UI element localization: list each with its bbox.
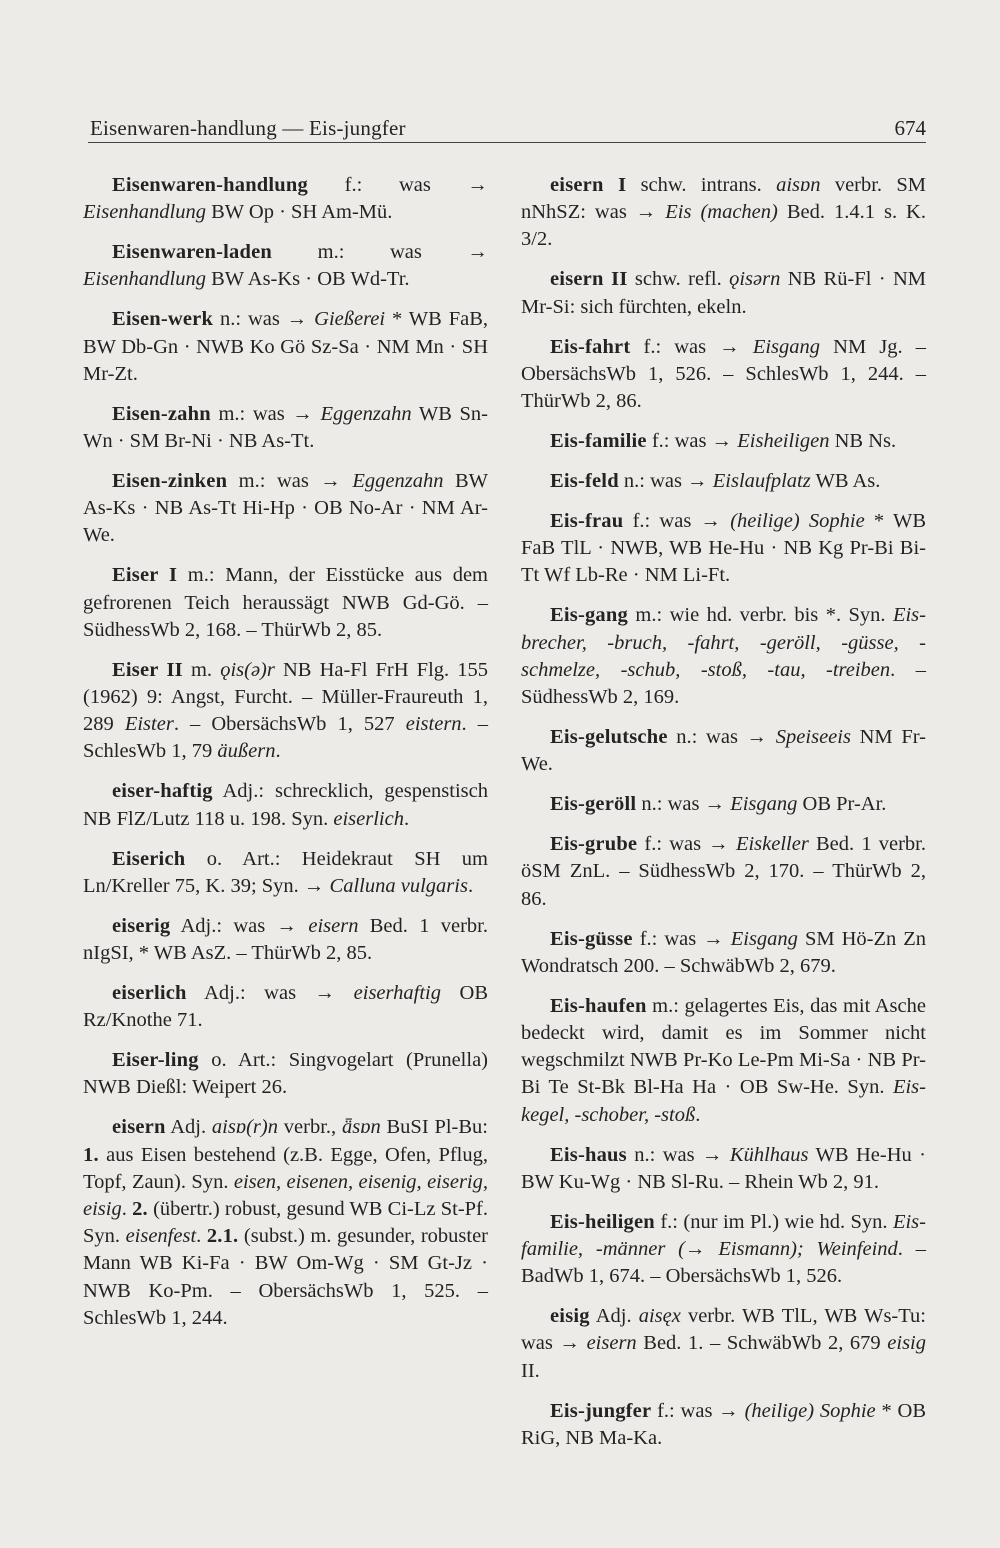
entry-text: . bbox=[467, 874, 474, 897]
entry-headword: eiserig bbox=[112, 914, 171, 937]
entry-text: NB Rü-Fl · NM Mr-Si: sich fürchten, ekeln. bbox=[521, 268, 926, 318]
entry-text: . bbox=[196, 1225, 207, 1248]
entry-italic-text: Eggenzahn bbox=[320, 402, 412, 425]
entry-text: BW Op · SH Am-Mü. bbox=[206, 201, 393, 224]
entry-text: m.: was → bbox=[227, 470, 353, 493]
entry-text: WB Sn-Wn · SM Br-Ni · NB As-Tt. bbox=[83, 402, 488, 453]
dictionary-entry bbox=[521, 468, 926, 495]
entry-text: verbr. SM nNhSZ: was → bbox=[521, 174, 926, 224]
entry-italic-text: Eis (machen) bbox=[665, 201, 778, 224]
entry-headword: Eisen-werk bbox=[112, 308, 214, 331]
entry-text: * WB FaB, BW Db-Gn · NWB Ko Gö Sz-Sa · NM Mn · SH Mr-Zt. bbox=[83, 308, 489, 385]
entry-headword: Eisenwaren-laden bbox=[112, 241, 273, 264]
entry-italic-text: eisern bbox=[308, 914, 359, 937]
entry-italic-text: Kühlhaus bbox=[729, 1143, 809, 1166]
entry-text: Bed. 1 verbr. öSM ZnL. – SüdhessWb 2, 170. – ThürWb 2, 86. bbox=[521, 833, 926, 910]
entry-text: Adj.: was → bbox=[170, 914, 309, 937]
header-title: Eisenwaren-handlung — Eis-jungfer bbox=[90, 116, 406, 140]
dictionary-entry bbox=[521, 791, 926, 818]
entry-text: WB He-Hu · BW Ku-Wg · NB Sl-Ru. – Rhein Wb 2, 91. bbox=[521, 1143, 927, 1193]
sense-number: 2.1. bbox=[206, 1225, 239, 1248]
dictionary-entry bbox=[521, 926, 926, 980]
sense-number: 1. bbox=[83, 1143, 99, 1166]
entry-headword: Eis-haufen bbox=[550, 994, 647, 1017]
entry-headword: eisern I bbox=[550, 174, 627, 196]
entry-italic-text: Eisenhandlung bbox=[83, 201, 206, 224]
entry-text: f.: was → bbox=[651, 1399, 745, 1422]
entry-italic-text: Eisgang bbox=[730, 927, 798, 950]
entry-text: n.: was → bbox=[618, 470, 713, 493]
entry-italic-text: Calluna vulgaris bbox=[329, 874, 468, 897]
dictionary-entry bbox=[521, 1209, 926, 1291]
entry-italic-text: Eislaufplatz bbox=[712, 470, 811, 493]
entry-text: f.: was → bbox=[630, 335, 753, 358]
entry-italic-text: eisern bbox=[586, 1332, 637, 1355]
header-rule bbox=[88, 142, 926, 143]
entry-text: . bbox=[403, 807, 410, 830]
entry-text: NM Jg. – ObersächsWb 1, 526. – SchlesWb 1, 244. – ThürWb 2, 86. bbox=[521, 335, 926, 413]
entry-text: SM Hö-Zn Zn Wondratsch 200. – SchwäbWb 2, 679. bbox=[521, 927, 926, 977]
entry-headword: Eis-haus bbox=[550, 1143, 627, 1166]
entry-italic-text: eiserhaftig bbox=[353, 982, 441, 1005]
entry-italic-text: Eisgang bbox=[752, 335, 821, 358]
entry-headword: eiserlich bbox=[112, 982, 187, 1005]
entry-italic-text: aisęx bbox=[638, 1305, 681, 1328]
entry-headword: Eis-grube bbox=[550, 833, 638, 856]
entry-text: f.: was → bbox=[623, 510, 731, 533]
entry-headword: Eisen-zinken bbox=[112, 470, 228, 493]
entry-text: Bed. 1 verbr. nIgSI, * WB AsZ. – ThürWb 2, 85. bbox=[83, 914, 488, 965]
entry-headword: Eis-feld bbox=[550, 470, 619, 493]
entry-text: II. bbox=[521, 1359, 540, 1382]
entry-text: . bbox=[695, 1103, 701, 1126]
entry-text: f.: was → bbox=[632, 927, 731, 950]
entry-text: n.: was → bbox=[667, 726, 776, 749]
entry-headword: Eiser II bbox=[112, 658, 183, 681]
entry-headword: Eis-frau bbox=[550, 510, 624, 533]
entry-text: schw. refl. bbox=[627, 268, 730, 291]
dictionary-entry bbox=[521, 831, 926, 913]
entry-headword: Eis-fahrt bbox=[550, 335, 631, 358]
right-column bbox=[521, 172, 926, 1465]
dictionary-entry bbox=[521, 266, 926, 320]
dictionary-entry bbox=[83, 239, 488, 293]
entry-text: m.: gelagertes Eis, das mit Asche bedeckt wird, damit es im Sommer nicht wegschmilzt NWB Pr-Ko Le-Pm Mi-Sa · NB Pr-Bi Te St-Bk Bl-Ha Ha · OB Sw-He. Syn. bbox=[521, 994, 926, 1099]
dictionary-entry bbox=[83, 306, 488, 388]
entry-italic-text: Eis-kegel, -schober, -stoß bbox=[521, 1076, 926, 1126]
entry-text: OB Rz/Knothe 71. bbox=[83, 982, 488, 1032]
entry-text: Adj.: was → bbox=[186, 982, 354, 1005]
entry-italic-text: Eisheiligen bbox=[737, 430, 830, 453]
entry-text: NB Ns. bbox=[829, 430, 897, 453]
entry-italic-text: ǫis(ə)r bbox=[220, 658, 275, 681]
dictionary-entry bbox=[83, 1047, 488, 1101]
entry-text: . – SüdhessWb 2, 169. bbox=[521, 658, 927, 709]
entry-text: verbr., bbox=[277, 1116, 342, 1139]
entry-text: . – BadWb 1, 674. – ObersächsWb 1, 526. bbox=[521, 1238, 926, 1288]
entry-headword: Eiser I bbox=[112, 564, 178, 587]
entry-italic-text: eisig bbox=[887, 1332, 926, 1355]
entry-italic-text: Speiseeis bbox=[775, 726, 851, 749]
entry-text: m.: was → bbox=[272, 241, 488, 264]
entry-italic-text: Eiskeller bbox=[735, 833, 809, 856]
entry-headword: eiser-haftig bbox=[112, 780, 213, 803]
entry-text: NM Fr-We. bbox=[521, 726, 926, 776]
entry-italic-text: eisen, eisenen, eisenig, eiserig, eisig bbox=[83, 1170, 488, 1221]
entry-text: Bed. 1.4.1 s. K. 3/2. bbox=[521, 201, 926, 251]
dictionary-entry bbox=[83, 846, 488, 900]
entry-italic-text: eiserlich bbox=[333, 807, 404, 830]
entry-text: aus Eisen bestehend (z.B. Egge, Ofen, Pflug, Topf, Zaun). Syn. bbox=[83, 1143, 488, 1193]
entry-headword: Eis-gelutsche bbox=[550, 726, 668, 749]
entry-text: WB As. bbox=[810, 470, 881, 493]
entry-italic-text: eistern bbox=[405, 713, 462, 736]
dictionary-entry bbox=[521, 1398, 926, 1452]
entry-text: n.: was → bbox=[636, 793, 731, 816]
dictionary-entry bbox=[521, 508, 926, 590]
dictionary-entry bbox=[83, 980, 488, 1034]
entry-italic-text: Eis-familie, -männer (→ Eismann); Weinfeind bbox=[521, 1210, 926, 1261]
entry-text: Adj. bbox=[589, 1305, 639, 1328]
entry-italic-text: Eisenhandlung bbox=[83, 268, 206, 291]
entry-headword: eisern bbox=[112, 1116, 166, 1139]
entry-text: BW As-Ks · NB As-Tt Hi-Hp · OB No-Ar · NM Ar-We. bbox=[83, 470, 488, 547]
dictionary-entry bbox=[83, 1114, 488, 1332]
entry-italic-text: aisɒn bbox=[776, 174, 821, 196]
sense-number: 2. bbox=[132, 1198, 148, 1221]
entry-headword: Eis-geröll bbox=[550, 793, 637, 816]
page-number: 674 bbox=[894, 116, 926, 140]
entry-text: schw. intrans. bbox=[626, 174, 777, 196]
entry-text: . bbox=[121, 1198, 133, 1221]
entry-italic-text: äußern bbox=[217, 740, 276, 763]
entry-text: (übertr.) robust, gesund WB Ci-Lz St-Pf. Syn. bbox=[83, 1198, 489, 1248]
entry-text: OB Pr-Ar. bbox=[797, 793, 887, 816]
entry-text: m. bbox=[182, 658, 221, 681]
entry-italic-text: aisɒ(r)n bbox=[211, 1116, 278, 1139]
entry-italic-text: Eister bbox=[124, 713, 174, 736]
entry-text: f.: was → bbox=[646, 430, 738, 453]
entry-headword: eisig bbox=[550, 1305, 590, 1328]
dictionary-entry bbox=[521, 428, 926, 455]
entry-headword: eisern II bbox=[550, 268, 628, 291]
entry-italic-text: Gießerei bbox=[314, 308, 386, 331]
dictionary-entry bbox=[83, 778, 488, 832]
entry-text: n.: was → bbox=[626, 1143, 730, 1166]
entry-text: . – SchlesWb 1, 79 bbox=[83, 713, 489, 763]
entry-headword: Eis-familie bbox=[550, 430, 647, 453]
entry-text: n.: was → bbox=[213, 308, 315, 331]
entry-headword: Eis-gang bbox=[550, 604, 628, 627]
dictionary-entry bbox=[83, 657, 488, 766]
entry-italic-text: Eisgang bbox=[730, 793, 798, 816]
dictionary-entry bbox=[83, 468, 488, 550]
entry-text: f.: was → bbox=[637, 833, 736, 856]
dictionary-entry bbox=[521, 1142, 926, 1196]
entry-italic-text: ǫisərn bbox=[729, 268, 781, 291]
entry-italic-text: Eis-brecher, -bruch, -fahrt, -geröll, -güsse, -schmelze, -schub, -stoß, -tau, -treiben bbox=[521, 604, 926, 681]
entry-text: NB Ha-Fl FrH Flg. 155 (1962) 9: Angst, Furcht. – Müller-Fraureuth 1, 289 bbox=[83, 658, 489, 736]
dictionary-entry bbox=[83, 562, 488, 644]
entry-text: f.: (nur im Pl.) wie hd. Syn. bbox=[654, 1210, 893, 1233]
entry-text: . – ObersächsWb 1, 527 bbox=[173, 713, 406, 736]
entry-italic-text: Eggenzahn bbox=[352, 470, 444, 493]
entry-italic-text: ǟsɒn bbox=[341, 1116, 381, 1139]
dictionary-entry bbox=[521, 1303, 926, 1385]
dictionary-entry bbox=[521, 724, 926, 778]
dictionary-entry bbox=[521, 993, 926, 1129]
entry-text: o. Art.: Heidekraut SH um Ln/Kreller 75, K. 39; Syn. → bbox=[83, 847, 488, 897]
entry-headword: Eiser-ling bbox=[112, 1049, 199, 1072]
entry-text: * WB FaB TlL · NWB, WB He-Hu · NB Kg Pr-Bi Bi-Tt Wf Lb-Re · NM Li-Ft. bbox=[521, 510, 927, 587]
entry-text: * OB RiG, NB Ma-Ka. bbox=[521, 1399, 927, 1449]
entry-italic-text: eisenfest bbox=[125, 1225, 197, 1248]
entry-headword: Eisen-zahn bbox=[112, 402, 211, 425]
entry-text: verbr. WB TlL, WB Ws-Tu: was → bbox=[521, 1305, 926, 1355]
entry-headword: Eiserich bbox=[112, 847, 186, 870]
dictionary-entry bbox=[521, 602, 926, 711]
entry-text: Adj.: schrecklich, gespenstisch NB FlZ/Lutz 118 u. 198. Syn. bbox=[83, 780, 488, 830]
entry-text: BuSI Pl-Bu: bbox=[380, 1116, 488, 1139]
dictionary-entry bbox=[521, 334, 926, 416]
entry-text: o. Art.: Singvogelart (Prunella) NWB Dießl: Weipert 26. bbox=[83, 1049, 488, 1099]
entry-headword: Eis-jungfer bbox=[550, 1399, 652, 1422]
entry-text: (subst.) m. gesunder, robuster Mann WB Ki-Fa · BW Om-Wg · SM Gt-Jz · NWB Ko-Pm. – ObersächsWb 1, 525. – SchlesWb 1, 244. bbox=[83, 1225, 489, 1329]
entry-headword: Eis-heiligen bbox=[550, 1210, 655, 1233]
entry-italic-text: (heilige) Sophie bbox=[730, 510, 865, 533]
entry-text: f.: was → bbox=[307, 174, 488, 196]
entry-text: Bed. 1. – SchwäbWb 2, 679 bbox=[636, 1332, 888, 1355]
entry-italic-text: (heilige) Sophie bbox=[744, 1399, 876, 1422]
dictionary-entry bbox=[83, 172, 488, 226]
entry-text: m.: Mann, der Eisstücke aus dem gefrorenen Teich heraussägt NWB Gd-Gö. – SüdhessWb 2, 168. – ThürWb 2, 85. bbox=[83, 564, 488, 641]
entry-text: m.: wie hd. verbr. bis *. Syn. bbox=[627, 604, 893, 627]
entry-headword: Eisenwaren-handlung bbox=[112, 174, 308, 196]
left-column bbox=[83, 172, 488, 1345]
dictionary-entry bbox=[83, 913, 488, 967]
entry-text: Adj. bbox=[165, 1116, 212, 1139]
entry-headword: Eis-güsse bbox=[550, 927, 633, 950]
entry-text: BW As-Ks · OB Wd-Tr. bbox=[206, 268, 410, 291]
entry-text: m.: was → bbox=[210, 402, 321, 425]
entry-text: . bbox=[275, 740, 281, 763]
dictionary-entry bbox=[83, 401, 488, 455]
dictionary-entry bbox=[521, 172, 926, 254]
